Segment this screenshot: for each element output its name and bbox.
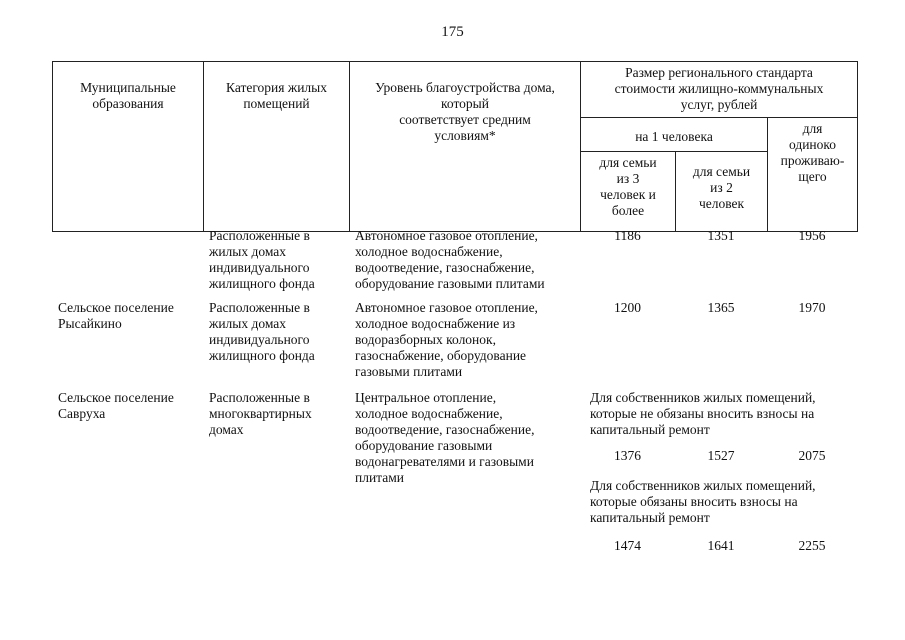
value-family-2: 1365: [707, 300, 735, 315]
row-amenity-level: Автономное газовое отопление, холодное водоснабжение, водоотведение, газоснабжение, оборудование газовыми плитами: [355, 228, 545, 291]
table-header: [52, 61, 858, 232]
value-family-3: 1200: [614, 300, 641, 315]
header-standard-cost: Размер регионального стандарта стоимости жилищно-коммунальных услуг, рублей: [581, 62, 858, 118]
value-family-3: 1376: [614, 448, 641, 463]
header-family-2: для семьи из 2 человек: [676, 152, 768, 232]
row-amenity-level: Автономное газовое отопление, холодное водоснабжение из водоразборных колонок, газоснабжение, оборудование газовыми плитами: [355, 300, 538, 379]
row-amenity-level: Центральное отопление, холодное водоснабжение, водоотведение, газоснабжение, оборудование газовыми водонагревателями и газовыми плитами: [355, 390, 535, 485]
note-capital-repair: Для собственников жилых помещений, которые обязаны вносить взносы на капитальный ремонт: [590, 478, 816, 525]
header-family-3: для семьи из 3 человек и более: [581, 152, 676, 232]
header-single-resident: для одиноко проживаю- щего: [768, 118, 858, 232]
row-housing-category: Расположенные в жилых домах индивидуального жилищного фонда: [209, 300, 315, 363]
value-single: 2255: [798, 538, 826, 553]
header-housing-category: Категория жилых помещений: [204, 62, 350, 232]
table-row: [52, 390, 858, 570]
value-single: 1970: [798, 300, 826, 315]
table-row: [52, 228, 858, 300]
value-single: 1956: [798, 228, 826, 243]
row-housing-category: Расположенные в жилых домах индивидуального жилищного фонда: [209, 228, 315, 291]
table-row: [52, 300, 858, 390]
value-family-3: 1186: [614, 228, 641, 243]
value-family-2: 1527: [707, 448, 735, 463]
value-family-2: 1641: [707, 538, 735, 553]
value-family-2: 1351: [707, 228, 735, 243]
page-number: 175: [441, 24, 464, 40]
table-body: [52, 228, 858, 570]
row-municipality: Сельское поселение Савруха: [58, 390, 174, 421]
value-family-3: 1474: [614, 538, 641, 553]
value-single: 2075: [798, 448, 826, 463]
header-per-person: на 1 человека: [581, 118, 768, 152]
note-no-capital-repair: Для собственников жилых помещений, которые не обязаны вносить взносы на капитальный ремонт: [590, 390, 816, 437]
header-amenity-level: Уровень благоустройства дома, который соответствует средним условиям*: [350, 62, 581, 232]
row-housing-category: Расположенные в многоквартирных домах: [209, 390, 312, 437]
header-municipalities: Муниципальные образования: [53, 62, 204, 232]
row-municipality: Сельское поселение Рысайкино: [58, 300, 174, 331]
